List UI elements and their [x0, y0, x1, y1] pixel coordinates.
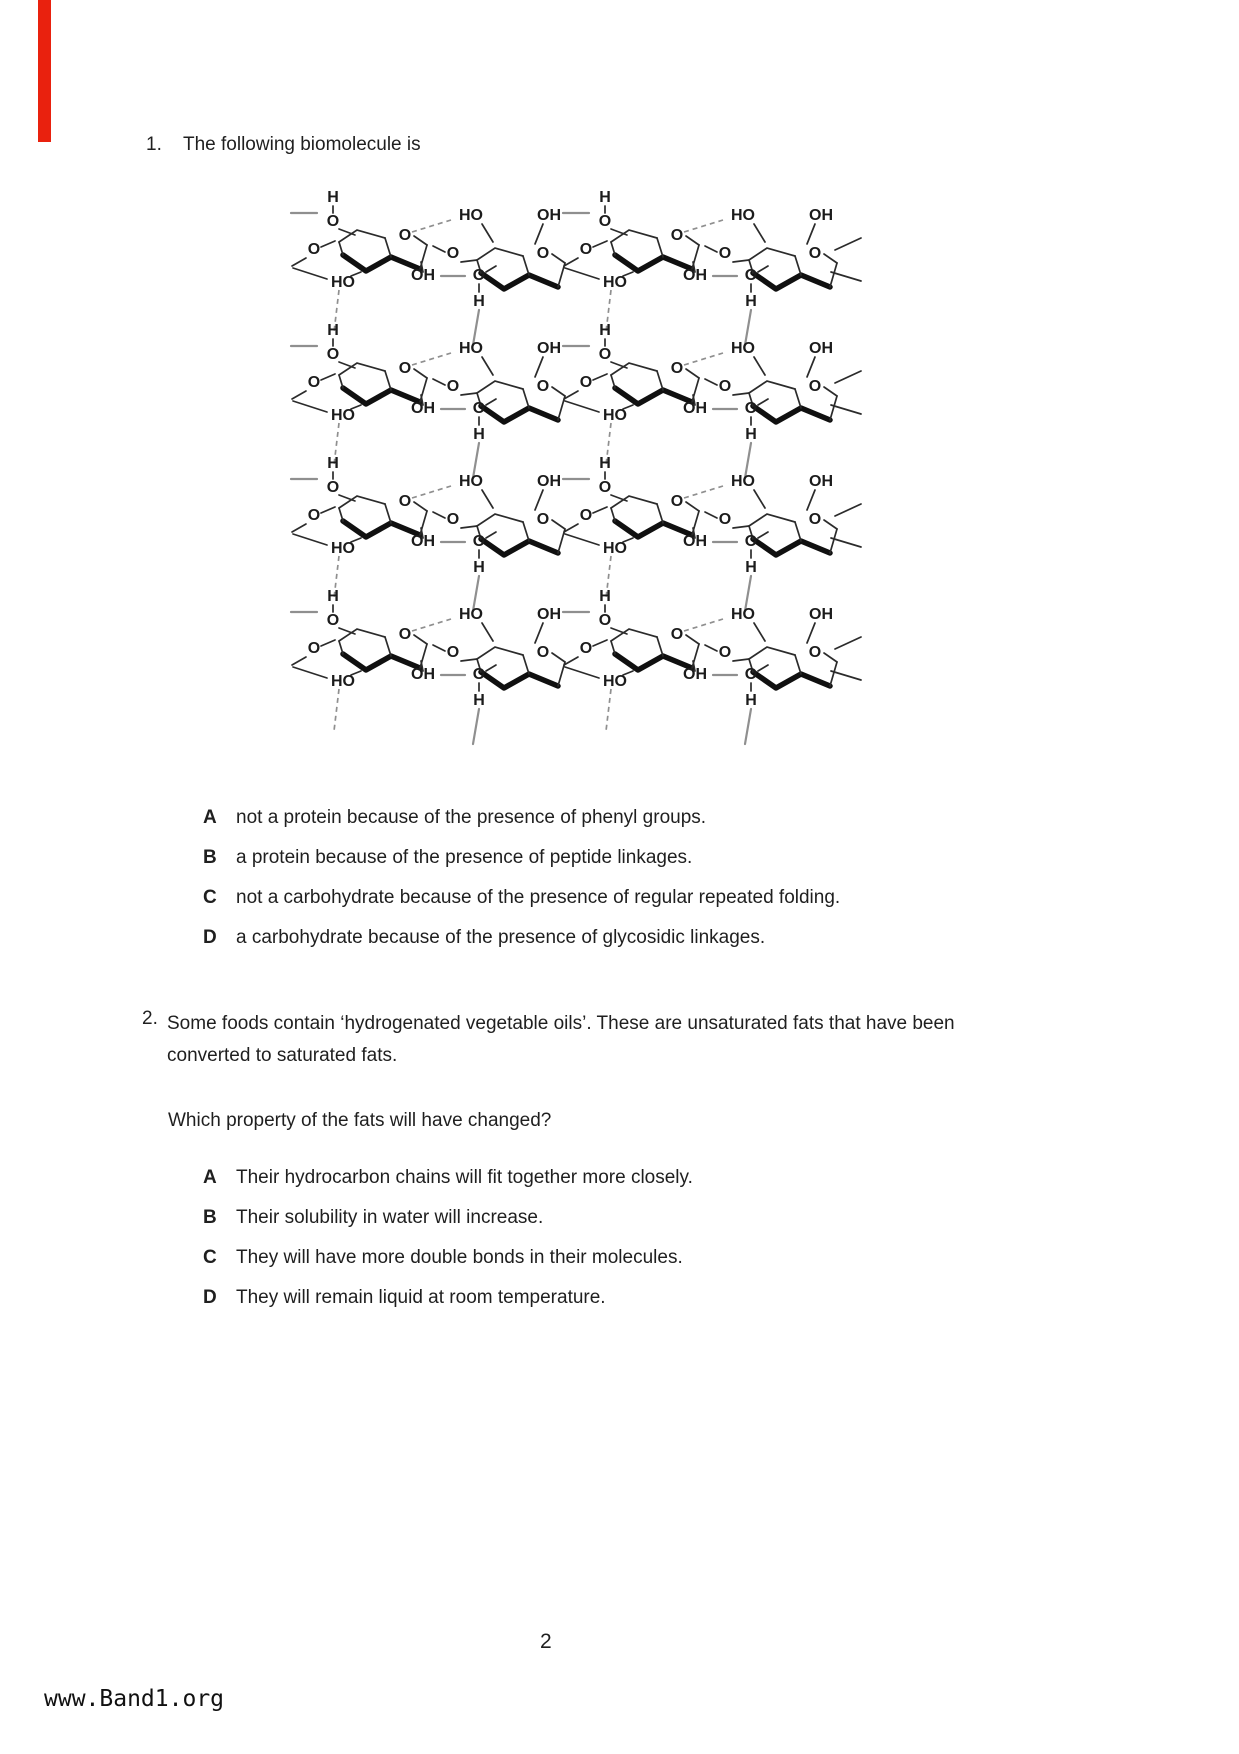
option-row — [203, 1286, 693, 1309]
option-row — [203, 806, 840, 829]
option-letter: D — [203, 1287, 217, 1308]
option-row — [203, 926, 840, 949]
question-2-number: 2. — [142, 1008, 158, 1029]
option-letter: B — [203, 847, 217, 868]
question-2-prompt: Which property of the fats will have changed? — [168, 1110, 552, 1131]
cellulose-structure-diagram — [287, 182, 862, 752]
question-2-text: Some foods contain ‘hydrogenated vegetable oils’. These are unsaturated fats that have been converted to saturated fats. — [167, 1013, 955, 1066]
option-letter: D — [203, 927, 217, 948]
question-1-options — [203, 806, 840, 966]
option-letter: C — [203, 887, 217, 908]
question-1-text: The following biomolecule is — [183, 134, 421, 155]
option-row — [203, 886, 840, 909]
option-row — [203, 1246, 693, 1269]
option-text: Their solubility in water will increase. — [236, 1207, 544, 1228]
red-bookmark-ribbon — [38, 0, 51, 142]
option-letter: B — [203, 1207, 217, 1228]
option-text: They will have more double bonds in their molecules. — [236, 1247, 683, 1268]
question-1 — [146, 134, 421, 156]
option-text: a carbohydrate because of the presence of glycosidic linkages. — [236, 927, 766, 948]
question-2-options — [203, 1166, 693, 1326]
option-letter: A — [203, 807, 217, 828]
option-text: Their hydrocarbon chains will fit together more closely. — [236, 1167, 693, 1188]
option-row — [203, 1166, 693, 1189]
question-1-number: 1. — [146, 134, 162, 155]
option-row — [203, 1206, 693, 1229]
footer-url: www.Band1.org — [44, 1686, 225, 1712]
option-text: not a carbohydrate because of the presence of regular repeated folding. — [236, 887, 841, 908]
option-text: a protein because of the presence of peptide linkages. — [236, 847, 693, 868]
option-row — [203, 846, 840, 869]
option-text: They will remain liquid at room temperature. — [236, 1287, 606, 1308]
option-text: not a protein because of the presence of phenyl groups. — [236, 807, 707, 828]
page-number: 2 — [540, 1630, 552, 1653]
question-2 — [142, 1008, 987, 1072]
option-letter: A — [203, 1167, 217, 1188]
option-letter: C — [203, 1247, 217, 1268]
